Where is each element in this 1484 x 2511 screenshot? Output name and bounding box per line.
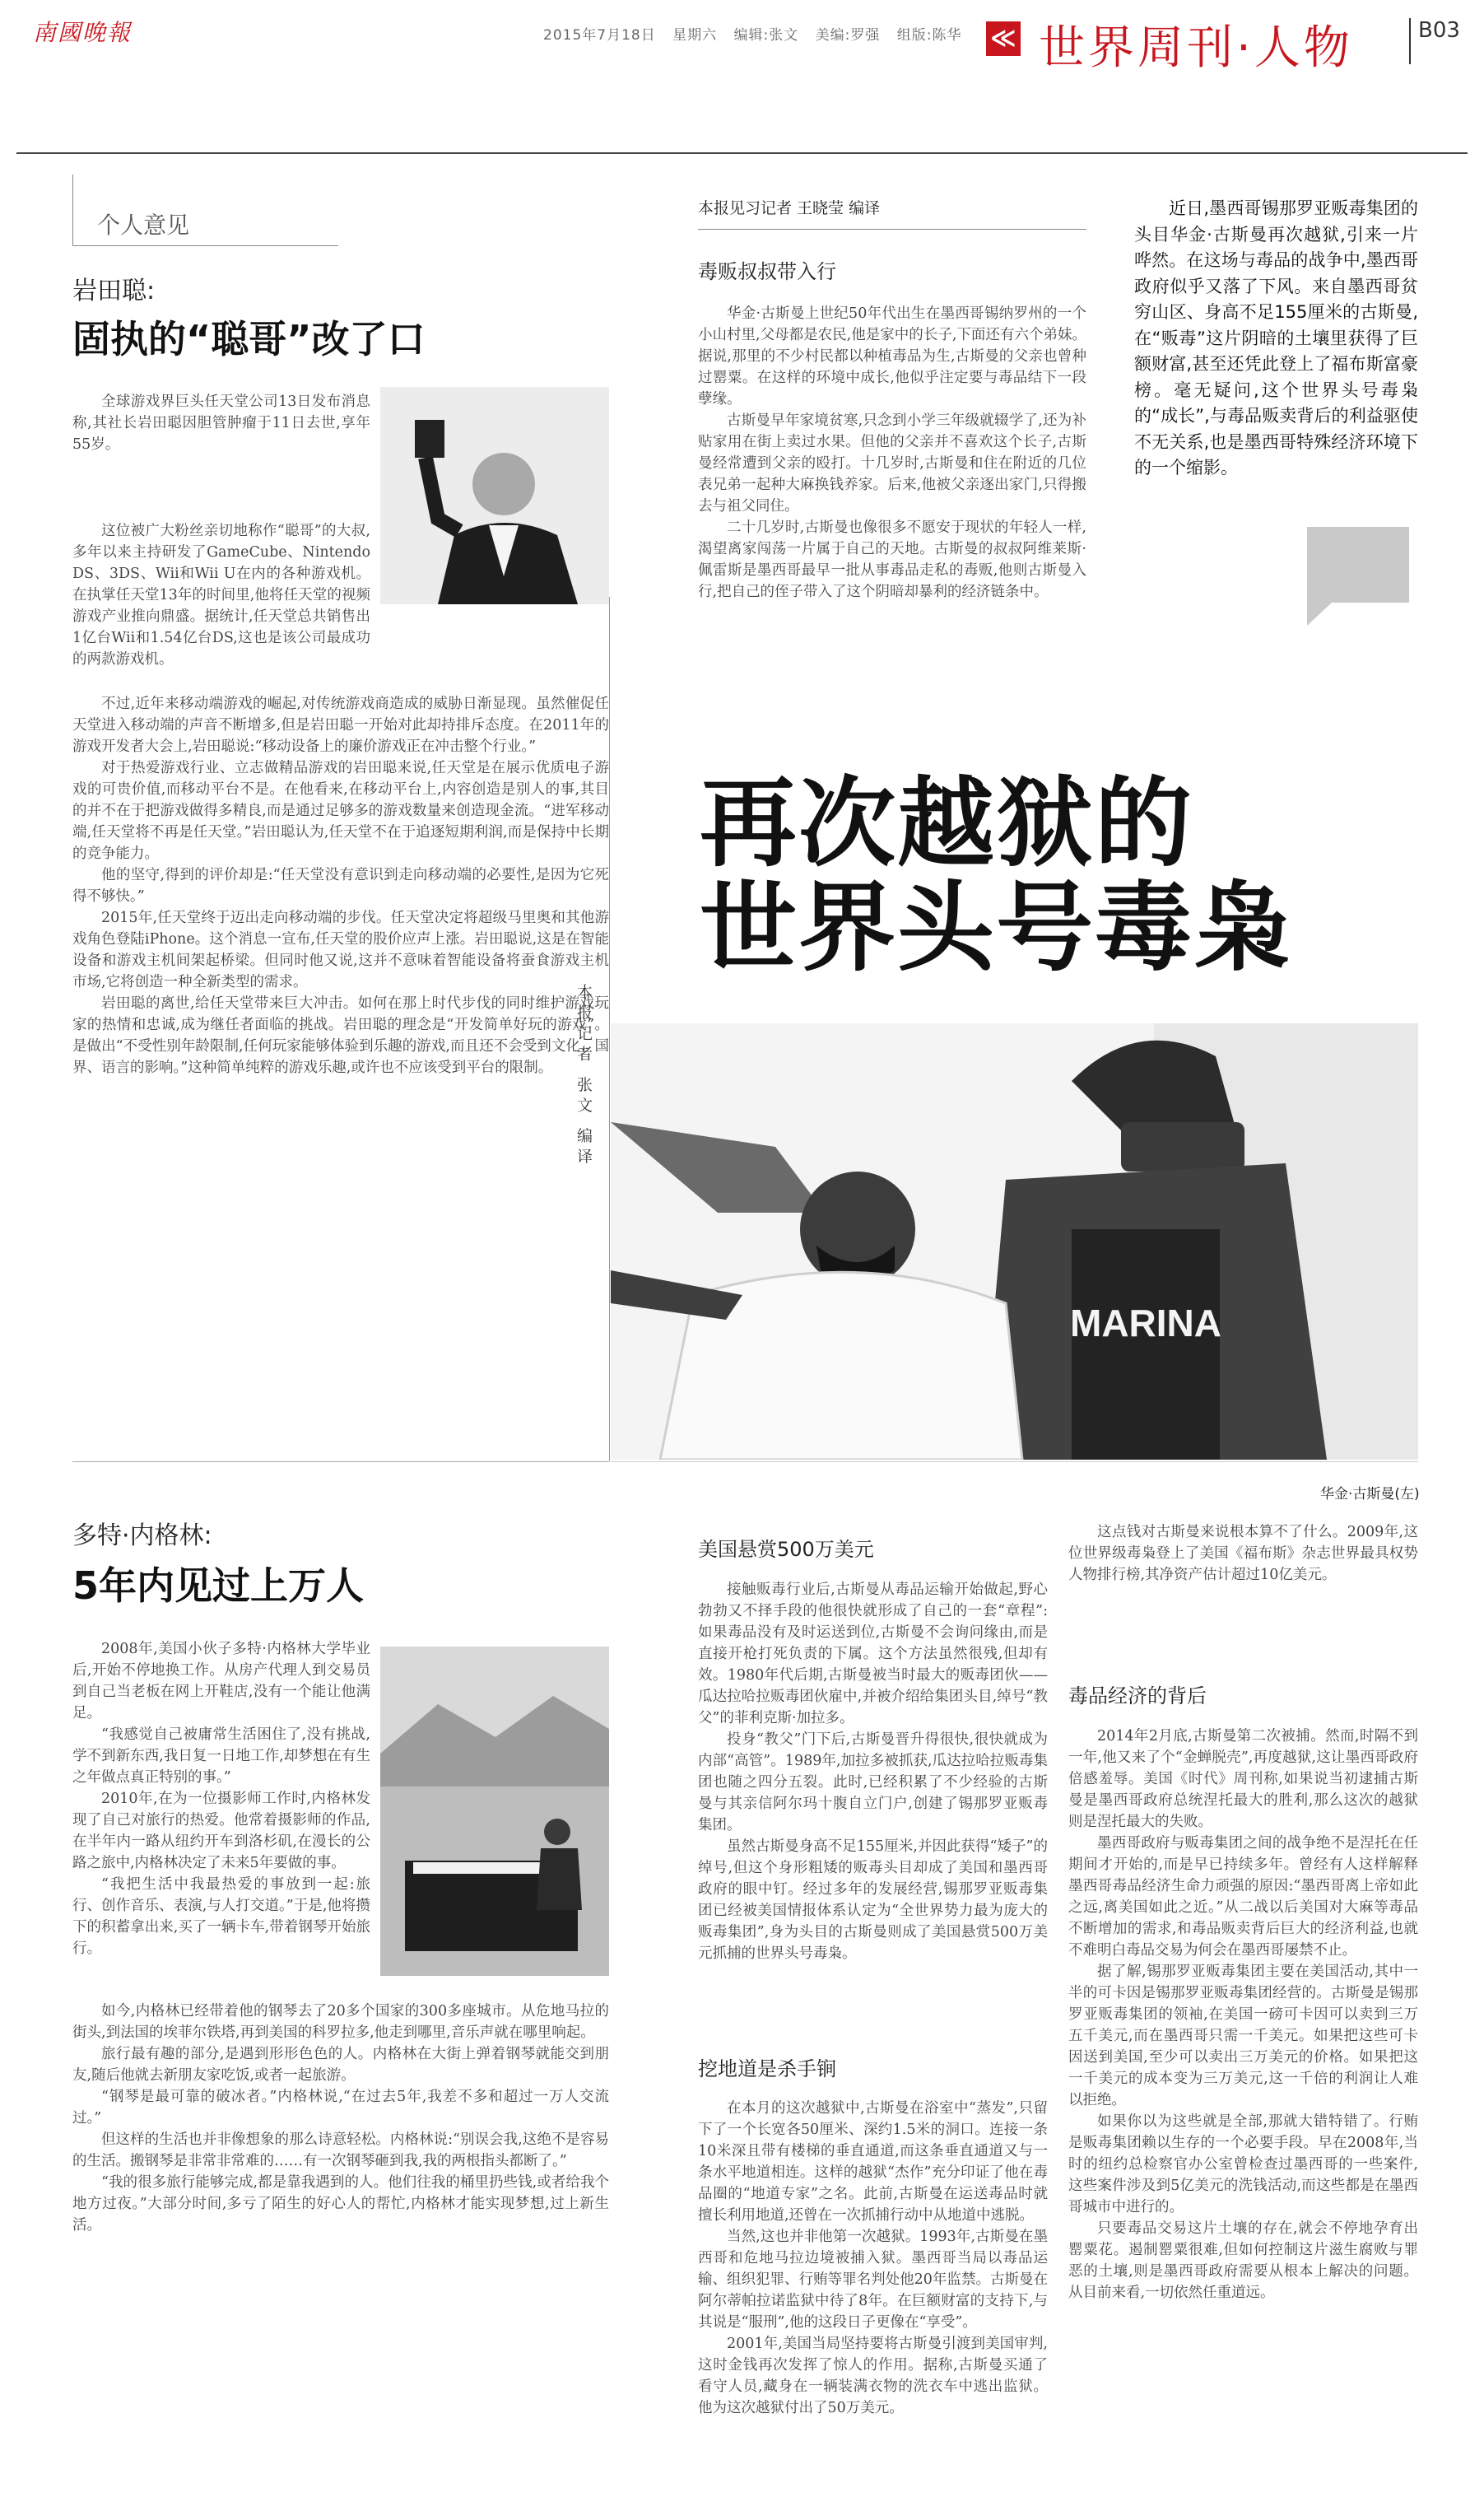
feature-subhead-4: 毒品经济的背后 <box>1068 1684 1207 1707</box>
column-rule <box>609 597 610 1461</box>
story1-paragraph: 这位被广大粉丝亲切地称作“聪哥”的大叔,多年以来主持研发了GameCube、Nintendo DS、3DS、Wii和Wii U在内的各种游戏机。在执掌任天堂13年的时间里,他将任天堂的视频游戏产业推向鼎盛。据统计,任天堂总共销售出1亿台Wii和1.54亿台DS,这也是该公司最成功的两款游戏机。 <box>72 523 370 668</box>
feature-paragraph: 接触贩毒行业后,古斯曼从毒品运输开始做起,野心勃勃又不择手段的他很快就形成了自己的一套“章程”:如果毒品没有及时运送到位,古斯曼不会询问缘由,而是直接开枪打死负责的下属。这个方法虽然很残,但却有效。1980年代后期,古斯曼被当时最大的贩毒团伙——瓜达拉哈拉贩毒团伙雇中,并被介绍给集团头目,绰号“教父”的菲利克斯·加拉多。 <box>698 1582 1048 1726</box>
feature-paragraph: 2014年2月底,古斯曼第二次被捕。然而,时隔不到一年,他又来了个“金蝉脱壳”,再度越狱,这让墨西哥政府倍感羞辱。美国《时代》周刊称,如果说当初逮捕古斯曼是墨西哥政府总统涅托最大的胜利,那么这次的越狱则是涅托最大的失败。 <box>1068 1728 1418 1830</box>
vest-label: MARINA <box>1070 1302 1221 1344</box>
quote-mark-icon <box>1307 527 1409 626</box>
feature-headline-line1: 再次越狱的 <box>700 766 1194 880</box>
feature-paragraph: 华金·古斯曼上世纪50年代出生在墨西哥锡纳罗州的一个小山村里,父母都是农民,他是家中的长子,下面还有六个弟妹。据说,那里的不少村民都以种植毒品为生,古斯曼的父亲也曾种过罂粟。在这样的环境中成长,他似乎注定要与毒品结下一段孽缘。 <box>698 305 1086 408</box>
story2-paragraph: “我的很多旅行能够完成,都是靠我遇到的人。他们往我的桶里扔些钱,或者给我个地方过夜。”大部分时间,多亏了陌生的好心人的帮忙,内格林才能实现梦想,过上新生活。 <box>72 2174 609 2234</box>
story1-paragraph: 他的坚守,得到的评价却是:“任天堂没有意识到走向移动端的必要性,是因为它死得不够快。” <box>72 867 609 905</box>
feature-headline-line2: 世界头号毒枭 <box>700 871 1293 985</box>
feature-body-b <box>698 2098 1048 2419</box>
story1-body <box>72 391 370 455</box>
feature-paragraph: 只要毒品交易这片土壤的存在,就会不停地孕育出罂粟花。遏制罂粟很难,但如何控制这片滋生腐败与罪恶的土壤,则是墨西哥政府需要从根本上解决的问题。从目前来看,一切依然任重道远。 <box>1068 2220 1418 2301</box>
section-chevron-icon: ≪ <box>986 21 1021 56</box>
story2-paragraph: 2010年,在为一位摄影师工作时,内格林发现了自己对旅行的热爱。他常着摄影师的作品,在半年内一路从纽约开车到洛杉矶,在漫长的公路之旅中,内格林决定了未来5年要做的事。 <box>72 1791 370 1871</box>
story2-body-lower <box>72 2001 609 2236</box>
feature-paragraph: 虽然古斯曼身高不足155厘米,并因此获得“矮子”的绰号,但这个身形粗矮的贩毒头目却成了美国和墨西哥政府的眼中钉。经过多年的发展经营,锡那罗亚贩毒集团已经被美国情报体系认定为“全世界势力最为庞大的贩毒集团”,身为头目的古斯曼则成了美国悬赏500万美元抓捕的世界头号毒枭。 <box>698 1838 1048 1962</box>
section-title <box>1039 12 1353 77</box>
feature-paragraph: 这点钱对古斯曼来说根本算不了什么。2009年,这位世界级毒枭登上了美国《福布斯》杂志世界最具权势人物排行榜,其净资产估计超过10亿美元。 <box>1068 1524 1418 1583</box>
story2-paragraph: 但这样的生活也并非像想象的那么诗意轻松。内格林说:“别误会我,这绝不是容易的生活。搬钢琴是非常非常难的……有一次钢琴砸到我,我的两根指头都断了。” <box>72 2131 609 2169</box>
page-number: B03 <box>1418 18 1460 43</box>
feature-body-a <box>698 1579 1048 1964</box>
byline-rule <box>698 229 1086 230</box>
section-dot: · <box>1236 21 1254 75</box>
masthead-rule <box>16 152 1468 154</box>
feature-subhead-2: 美国悬赏500万美元 <box>698 1538 874 1561</box>
story-divider <box>72 1461 609 1462</box>
story1-kicker: 岩田聪: <box>72 277 156 305</box>
pianist-photo <box>380 1647 609 1976</box>
feature-body-top <box>698 303 1086 603</box>
feature-paragraph: 投身“教父”门下后,古斯曼晋升得很快,很快就成为内部“高管”。1989年,加拉多被抓获,瓜达拉哈拉贩毒集团也随之四分五裂。此时,已经积累了不少经验的古斯曼与其亲信阿尔玛十腹自立门户,创建了锡那罗亚贩毒集团。 <box>698 1731 1048 1833</box>
story1-paragraph: 不过,近年来移动端游戏的崛起,对传统游戏商造成的威胁日渐显现。虽然催促任天堂进入移动端的声音不断增多,但是岩田聪一开始对此却持排斥态度。在2011年的游戏开发者大会上,岩田聪说:“移动设备上的廉价游戏正在冲击整个行业。” <box>72 696 609 755</box>
feature-paragraph: 古斯曼早年家境贫寒,只念到小学三年级就辍学了,还为补贴家用在街上卖过水果。但他的父亲并不喜欢这个长子,古斯曼经常遭到父亲的殴打。十几岁时,古斯曼和住在附近的几位表兄弟一起种大麻换钱养家。后来,他被父亲逐出家门,只得搬去与祖父同住。 <box>698 412 1086 515</box>
story1-paragraph: 对于热爱游戏行业、立志做精品游戏的岩田聪来说,任天堂是在展示优质电子游戏的可贵价值,而移动平台不是。在他看来,在移动平台上,内容创造是别人的事,其目的并不在于把游戏做得多精良,而是通过足够多的游戏数量来创造现金流。“进军移动端,任天堂将不再是任天堂。”岩田聪认为,任天堂不在于追逐短期利润,而是保持中长期的竞争能力。 <box>72 760 609 862</box>
story2-paragraph: “钢琴是最可靠的破冰者。”内格林说,“在过去5年,我差不多和超过一万人交流过。” <box>72 2089 609 2127</box>
feature-paragraph: 据了解,锡那罗亚贩毒集团主要在美国活动,其中一半的可卡因是锡那罗亚贩毒集团经营的。古斯曼是锡那罗亚贩毒集团的领袖,在美国一磅可卡因可以卖到三万五千美元,而在墨西哥只需一千美元。如果把这些可卡因送到美国,至少可以卖出三万美元的价格。如果把这一千美元的成本变为三万美元,这一千倍的利润让人难以拒绝。 <box>1068 1964 1418 2108</box>
story2-paragraph: “我感觉自己被庸常生活困住了,没有挑战,学不到新东西,我日复一日地工作,却梦想在有生之年做点真正特别的事。” <box>72 1726 370 1786</box>
feature-byline: 本报见习记者 王晓莹 编译 <box>698 199 881 217</box>
photo-caption: 华金·古斯曼(左) <box>1320 1486 1420 1502</box>
column-label: 个人意见 <box>97 212 190 239</box>
story1-headline: 固执的“聪哥”改了口 <box>72 317 426 361</box>
vertical-byline: 本报记者 张文 编译 <box>575 984 593 1169</box>
feature-body-b-continued <box>1068 1521 1418 1586</box>
story1-paragraph: 岩田聪的离世,给任天堂带来巨大冲击。如何在那上时代步伐的同时维护游戏玩家的热情和忠诚,成为继任者面临的挑战。岩田聪的理念是“开发简单好玩的游戏”。是做出“不受性别年龄限制,任何玩家能够体验到乐趣的游戏,而且还不会受到文化、国界、语言的影响。”这种简单纯粹的游戏乐趣,或许也不应该受到平台的限制。 <box>72 995 609 1076</box>
section-name: 世界周刊 <box>1039 21 1236 75</box>
story1-paragraph: 全球游戏界巨头任天堂公司13日发布消息称,其社长岩田聪因胆管肿瘤于11日去世,享年55岁。 <box>72 394 370 453</box>
feature-paragraph: 如果你以为这些就是全部,那就大错特错了。行贿是贩毒集团赖以生存的一个必要手段。早在2008年,当时的纽约总检察官办公室曾检查过墨西哥的一些案件,这些案件涉及到5亿美元的洗钱活动,而这些都是在墨西哥城市中进行的。 <box>1068 2113 1418 2215</box>
lead-paragraph: 近日,墨西哥锡那罗亚贩毒集团的头目华金·古斯曼再次越狱,引来一片哗然。在这场与毒品的战争中,墨西哥政府似乎又落了下风。来自墨西哥贫穷山区、身高不足155厘米的古斯曼,在“贩毒”这片阴暗的土壤里获得了巨额财富,甚至还凭此登上了福布斯富豪榜。毫无疑问,这个世界头号毒枭的“成长”,与毒品贩卖背后的利益驱使不无关系,也是墨西哥特殊经济环境下的一个缩影。 <box>1134 198 1418 478</box>
iwata-photo <box>380 387 609 604</box>
feature-paragraph: 2001年,美国当局坚持要将古斯曼引渡到美国审判,这时金钱再次发挥了惊人的作用。据称,古斯曼买通了看守人员,藏身在一辆装满衣物的洗衣车中逃出监狱。他为这次越狱付出了50万美元。 <box>698 2336 1048 2416</box>
feature-paragraph: 墨西哥政府与贩毒集团之间的战争绝不是涅托在任期间才开始的,而是早已持续多年。曾经有人这样解释墨西哥毒品经济生命力顽强的原因:“墨西哥离上帝如此之远,离美国如此之近。”从二战以后美国对大麻等毒品不断增加的需求,和毒品贩卖背后巨大的经济利益,也就不难明白毒品交易为何会在墨西哥屡禁不止。 <box>1068 1835 1418 1959</box>
story2-paragraph: 2008年,美国小伙子多特·内格林大学毕业后,开始不停地换工作。从房产代理人到交易员到自己当老板在网上开鞋店,没有一个能让他满足。 <box>72 1641 370 1721</box>
story2-paragraph: 旅行最有趣的部分,是遇到形形色色的人。内格林在大街上弹着钢琴就能交到朋友,随后他就去新朋友家吃饭,或者一起旅游。 <box>72 2046 609 2084</box>
section-subname: 人物 <box>1254 21 1353 75</box>
feature-paragraph: 二十几岁时,古斯曼也像很多不愿安于现状的年轻人一样,渴望离家闯荡一片属于自己的天地。古斯曼的叔叔阿维莱斯·佩雷斯是墨西哥最早一批从事毒品走私的毒贩,他则古斯曼入行,把自己的侄子带入了这个阴暗却暴利的经济链条中。 <box>698 519 1086 600</box>
feature-paragraph: 在本月的这次越狱中,古斯曼在浴室中“蒸发”,只留下了一个长宽各50厘米、深约1.5米的洞口。连接一条10米深且带有楼梯的垂直通道,而这条垂直通道又与一条水平地道相连。这样的越狱“杰作”充分印证了他在毒品圈的“地道专家”之名。此前,古斯曼在运送毒品时就擅长利用地道,还曾在一次抓捕行动中从地道中逃脱。 <box>698 2100 1048 2224</box>
story2-body <box>72 1638 370 1959</box>
issue-meta: 2015年7月18日 星期六 编辑:张文 美编:罗强 组版:陈华 <box>543 27 962 44</box>
story2-headline: 5年内见过上万人 <box>72 1563 365 1608</box>
story2-paragraph: 如今,内格林已经带着他的钢琴去了20多个国家的300多座城市。从危地马拉的街头,到法国的埃菲尔铁塔,再到美国的科罗拉多,他走到哪里,音乐声就在哪里响起。 <box>72 2003 609 2041</box>
story1-body-lower <box>72 693 609 1078</box>
newspaper-logo: 南國晚報 <box>33 19 133 46</box>
story1-paragraph: 2015年,任天堂终于迈出走向移动端的步伐。任天堂决定将超级马里奥和其他游戏角色登陆iPhone。这个消息一宣布,任天堂的股价应声上涨。岩田聪说,这是在智能设备和游戏主机间架起桥梁。但同时他又说,这并不意味着智能设备将蚕食游戏主机市场,它将创造一种全新类型的需求。 <box>72 910 609 990</box>
feature-paragraph: 当然,这也并非他第一次越狱。1993年,古斯曼在墨西哥和危地马拉边境被捕入狱。墨西哥当局以毒品运输、组织犯罪、行贿等罪名判处他20年监禁。古斯曼在阿尔蒂帕拉诺监狱中待了8年。在巨额财富的支持下,与其说是“服刑”,他的这段日子更像在“享受”。 <box>698 2229 1048 2331</box>
story1-body-continued <box>72 520 370 670</box>
feature-subhead-3: 挖地道是杀手锏 <box>698 2057 836 2080</box>
caption-rule <box>611 1461 1418 1462</box>
feature-subhead-1: 毒贩叔叔带入行 <box>698 260 836 283</box>
story2-paragraph: “我把生活中我最热爱的事放到一起:旅行、创作音乐、表演,与人打交道。”于是,他将攒下的积蓄拿出来,买了一辆卡车,带着钢琴开始旅行。 <box>72 1876 370 1957</box>
story2-kicker: 多特·内格林: <box>72 1521 212 1550</box>
arrest-photo <box>611 1023 1418 1460</box>
page-no-divider <box>1409 18 1411 64</box>
feature-body-c <box>1068 1726 1418 2304</box>
